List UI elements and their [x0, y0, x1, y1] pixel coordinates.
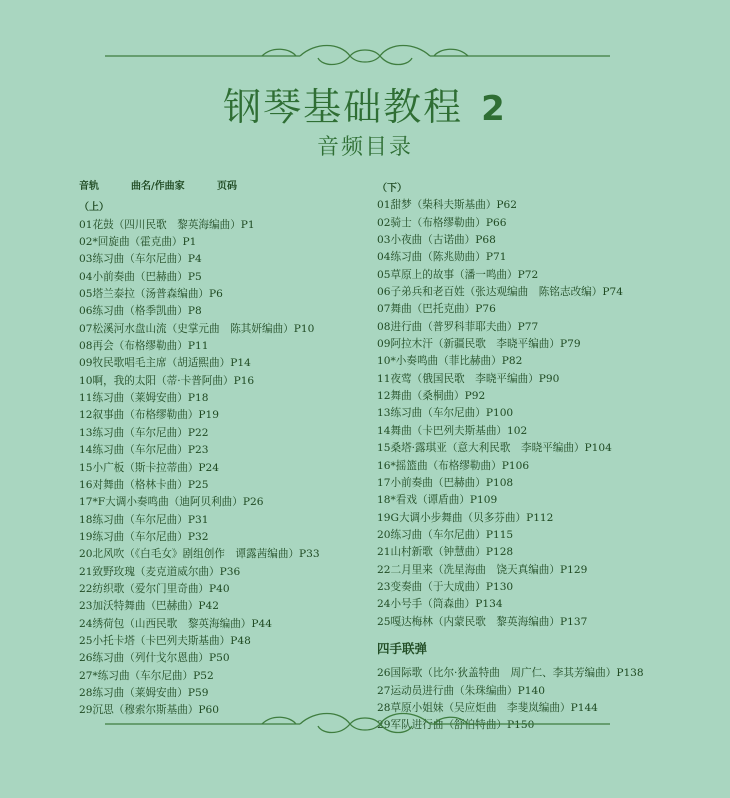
track-item: 11练习曲（莱姆安曲）P18 [79, 392, 209, 405]
track-item: 01甜梦（柴科夫斯基曲）P62 [377, 199, 518, 212]
header-track: 音轨 [79, 181, 99, 192]
track-item: 15小广板（斯卡拉蒂曲）P24 [79, 461, 220, 474]
track-item: 24小号手（筒森曲）P134 [377, 598, 503, 611]
track-item: 20北风吹（《白毛女》剧组创作 谭露茜编曲）P33 [79, 548, 320, 561]
track-item: 16*摇篮曲（布格缪勒曲）P106 [377, 459, 530, 472]
track-item: 28练习曲（莱姆安曲）P59 [79, 686, 209, 699]
track-item: 29沉思（穆索尔斯基曲）P60 [79, 704, 220, 717]
track-item: 07松溪河水盘山流（史掌元曲 陈其妍编曲）P10 [79, 322, 315, 335]
track-item: 02*回旋曲（霍克曲）P1 [79, 236, 197, 249]
track-item: 09牧民歌唱毛主席（胡适熙曲）P14 [79, 357, 251, 370]
left-column [79, 178, 320, 720]
header-page: 页码 [217, 181, 237, 192]
title-number: 2 [481, 89, 507, 129]
page-subtitle: 音频目录 [316, 135, 413, 160]
track-item: 22纺织歌（爱尔门里奇曲）P40 [79, 582, 230, 595]
section-label-lower: （下） [377, 183, 407, 194]
track-item: 07舞曲（巴托克曲）P76 [377, 303, 496, 316]
track-item: 28草原小姐妹（吴应炬曲 李斐岚编曲）P144 [377, 701, 598, 714]
track-item: 26练习曲（列什戈尔恩曲）P50 [79, 652, 230, 665]
track-item: 15桑塔·露琪亚（意大利民歌 李晓平编曲）P104 [377, 442, 612, 455]
track-item: 05草原上的故事（潘一鸣曲）P72 [377, 268, 539, 281]
track-item: 29军队进行曲（舒伯特曲）P150 [377, 719, 535, 732]
track-item: 03练习曲（车尔尼曲）P4 [79, 253, 202, 266]
track-item: 17小前奏曲（巴赫曲）P108 [377, 476, 514, 489]
track-item: 16对舞曲（格林卡曲）P25 [79, 478, 209, 491]
track-item: 12叙事曲（布格缪勒曲）P19 [79, 409, 220, 422]
header-title-composer: 曲名/作曲家 [131, 181, 185, 192]
track-item: 25小托卡塔（卡巴列夫斯基曲）P48 [79, 634, 251, 647]
track-item: 24绣荷包（山西民歌 黎英海编曲）P44 [79, 617, 272, 630]
track-item: 13练习曲（车尔尼曲）P22 [79, 426, 209, 439]
track-item: 27运动员进行曲（朱珠编曲）P140 [377, 684, 545, 697]
page-title [0, 76, 730, 131]
track-item: 19练习曲（车尔尼曲）P32 [79, 530, 209, 543]
track-item: 01花鼓（四川民歌 黎英海编曲）P1 [79, 218, 255, 231]
top-ornament [0, 38, 730, 74]
track-item: 13练习曲（车尔尼曲）P100 [377, 407, 514, 420]
track-item: 02骑士（布格缪勒曲）P66 [377, 216, 507, 229]
four-hands-heading: 四手联弹 [377, 640, 428, 656]
track-item: 18*看戏（谭盾曲）P109 [377, 494, 498, 507]
track-item: 26国际歌（比尔·狄盖特曲 周广仁、李其芳编曲）P138 [377, 667, 644, 680]
track-item: 04小前奏曲（巴赫曲）P5 [79, 270, 202, 283]
track-item: 06练习曲（格季凯曲）P8 [79, 305, 202, 318]
track-item: 22二月里来（冼星海曲 饶天真编曲）P129 [377, 563, 588, 576]
track-item: 08再会（布格缪勒曲）P11 [79, 340, 209, 353]
title-text: 钢琴基础教程 [223, 85, 464, 129]
track-item: 10啊，我的太阳（蒂·卡普阿曲）P16 [79, 374, 255, 387]
track-item: 25嘎达梅林（内蒙民歌 黎英海编曲）P137 [377, 615, 588, 628]
track-item: 14舞曲（卡巴列夫斯基曲）102 [377, 424, 528, 437]
track-item: 27*练习曲（车尔尼曲）P52 [79, 669, 214, 682]
track-item: 18练习曲（车尔尼曲）P31 [79, 513, 209, 526]
track-item: 10*小奏鸣曲（菲比赫曲）P82 [377, 355, 523, 368]
track-list-lower [377, 197, 644, 631]
track-item: 14练习曲（车尔尼曲）P23 [79, 444, 209, 457]
track-item: 17*F大调小奏鸣曲（迪阿贝利曲）P26 [79, 496, 264, 509]
track-item: 21山村新歌（钟慧曲）P128 [377, 546, 514, 559]
track-item: 23变奏曲（于大成曲）P130 [377, 580, 514, 593]
track-item: 06子弟兵和老百姓（张达观编曲 陈铭志改编）P74 [377, 286, 623, 299]
right-column [377, 180, 644, 735]
track-item: 20练习曲（车尔尼曲）P115 [377, 528, 514, 541]
section-label-upper: （上） [79, 202, 109, 214]
bottom-ornament [0, 706, 730, 742]
track-item: 05塔兰泰拉（汤普森编曲）P6 [79, 288, 223, 301]
track-item: 04练习曲（陈兆勋曲）P71 [377, 251, 507, 264]
track-item: 23加沃特舞曲（巴赫曲）P42 [79, 600, 220, 613]
track-item: 03小夜曲（古诺曲）P68 [377, 234, 496, 247]
track-list-upper [79, 217, 320, 720]
track-item: 08进行曲（普罗科菲耶夫曲）P77 [377, 320, 539, 333]
track-item: 11夜莺（俄国民歌 李晓平编曲）P90 [377, 372, 560, 385]
track-item: 09阿拉木汗（新疆民歌 李晓平编曲）P79 [377, 338, 581, 351]
column-headers [79, 178, 320, 195]
track-item: 19G大调小步舞曲（贝多芬曲）P112 [377, 511, 554, 524]
track-item: 21致野玫瑰（麦克道威尔曲）P36 [79, 565, 241, 578]
track-item: 12舞曲（桑桐曲）P92 [377, 390, 486, 403]
